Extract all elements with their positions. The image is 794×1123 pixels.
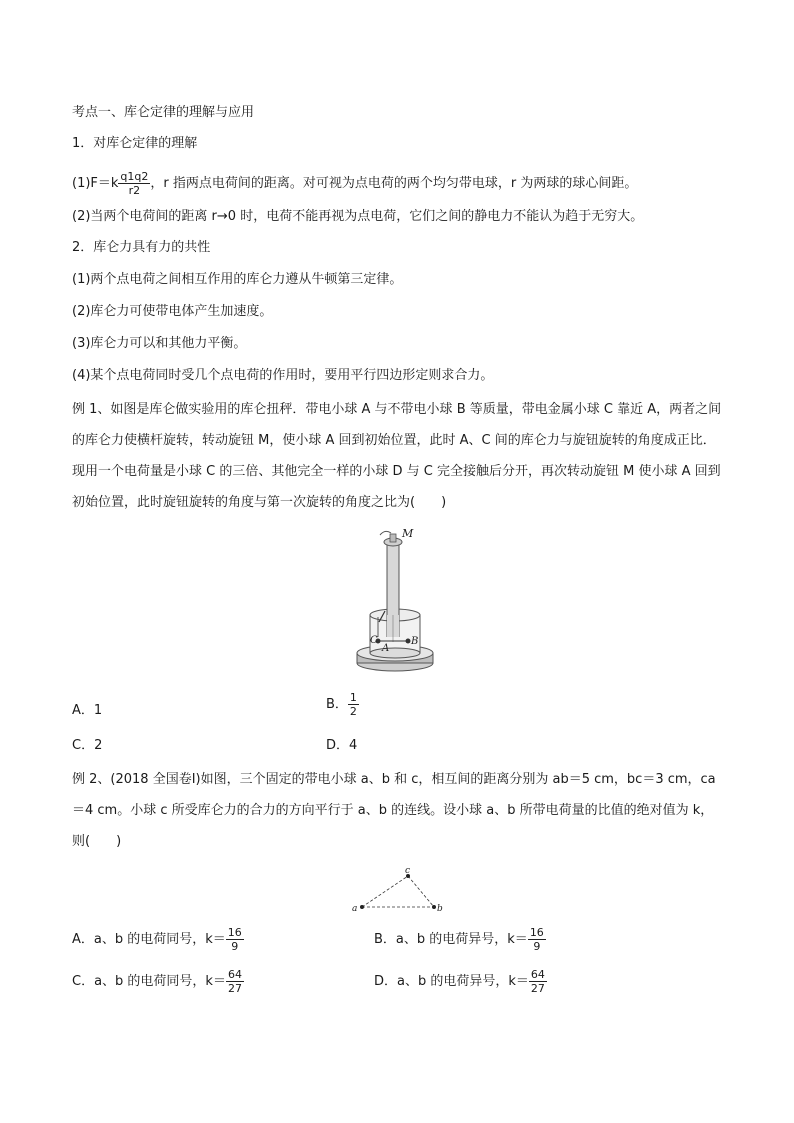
example-1-option-a: A．1: [72, 703, 103, 718]
label-charge-c: c: [405, 866, 411, 876]
option-b-fraction: [348, 691, 359, 718]
item-4: (2)库仑力可使带电体产生加速度。: [72, 304, 273, 319]
label-charge-b: b: [437, 904, 443, 914]
option-d-numerator: 64: [530, 968, 545, 981]
item-5: (3)库仑力可以和其他力平衡。: [72, 336, 247, 351]
charge-triangle-figure: [348, 866, 448, 916]
option-c-text: C．a、b 的电荷同号，k＝: [72, 974, 226, 989]
charge-a: [360, 905, 364, 909]
torsion-balance-figure: [350, 525, 440, 680]
option-c-fraction: [226, 968, 244, 995]
example-2-option-d: [374, 968, 547, 995]
label-charge-a: a: [352, 904, 358, 914]
label-c: C: [370, 635, 378, 646]
item-1-suffix: ，r 指两点电荷间的距离。对可视为点电荷的两个均匀带电球，r 为两球的球心间距。: [150, 176, 638, 191]
option-a-denominator: 9: [231, 940, 239, 953]
formula-denominator: r2: [128, 184, 141, 197]
item-1-prefix: (1)F＝k: [72, 176, 119, 191]
option-d-denominator: 27: [530, 982, 545, 995]
option-d-fraction: [529, 968, 547, 995]
subsection-1-title: 1．对库仑定律的理解: [72, 136, 198, 151]
example-2-option-c: [72, 968, 244, 995]
option-b-k-fraction: [528, 926, 546, 953]
example-1-text: 例 1、如图是库仑做实验用的库仑扭秤．带电小球 A 与不带电小球 B 等质量，带电金属小球 C 靠近 A，两者之间的库仑力使横杆旋转，转动旋钮 M，使小球 A 回到初始位置，此时 A、C 间的库仑力与旋钮旋转的角度成正比．现用一个电荷量是小球 C 的三倍、其他完全一样的小球 D 与 C 完全接触后分开，再次转动旋钮 M 使小球 A 回到初始位置，此时旋钮旋转的角度与第一次旋转的角度之比为( ): [72, 402, 722, 510]
label-m: M: [402, 527, 414, 540]
example-2-option-b: [374, 926, 546, 953]
option-c-numerator: 64: [227, 968, 242, 981]
option-b-k-denominator: 9: [533, 940, 541, 953]
example-1-option-d: D．4: [326, 738, 358, 753]
section-title: 考点一、库仑定律的理解与应用: [72, 105, 255, 120]
item-6: (4)某个点电荷同时受几个点电荷的作用时，要用平行四边形定则求合力。: [72, 368, 494, 383]
item-3: (1)两个点电荷之间相互作用的库仑力遵从牛顿第三定律。: [72, 272, 403, 287]
option-d-text: D．a、b 的电荷异号，k＝: [374, 974, 529, 989]
label-b: B: [411, 636, 419, 647]
option-a-fraction: [226, 926, 244, 953]
option-b-denominator: 2: [349, 705, 357, 718]
coulomb-formula-fraction: [118, 170, 150, 197]
example-1-option-b: [326, 691, 359, 718]
example-2-option-a: [72, 926, 244, 953]
subsection-2-title: 2．库仑力具有力的共性: [72, 240, 211, 255]
label-a: A: [382, 643, 390, 654]
charge-b: [432, 905, 436, 909]
option-a-text: A．a、b 的电荷同号，k＝: [72, 932, 226, 947]
option-b-numerator: 1: [349, 691, 357, 704]
option-b-text: B．a、b 的电荷异号，k＝: [374, 932, 528, 947]
option-b-prefix: B．: [326, 697, 348, 712]
example-1-option-c: C．2: [72, 738, 103, 753]
item-2: (2)当两个电荷间的距离 r→0 时，电荷不能再视为点电荷，它们之间的静电力不能认为趋于无穷大。: [72, 209, 644, 224]
option-c-denominator: 27: [227, 982, 242, 995]
option-a-numerator: 16: [227, 926, 242, 939]
option-b-k-numerator: 16: [529, 926, 544, 939]
example-2-text: 例 2、(2018 全国卷Ⅰ)如图，三个固定的带电小球 a、b 和 c，相互间的距离分别为 ab＝5 cm，bc＝3 cm，ca＝4 cm。小球 c 所受库仑力的合力的方向平行于 a、b 的连线。设小球 a、b 所带电荷量的比值的绝对值为 k，则( ): [72, 772, 716, 849]
item-1: [72, 170, 637, 197]
formula-numerator: q1q2: [120, 170, 149, 183]
